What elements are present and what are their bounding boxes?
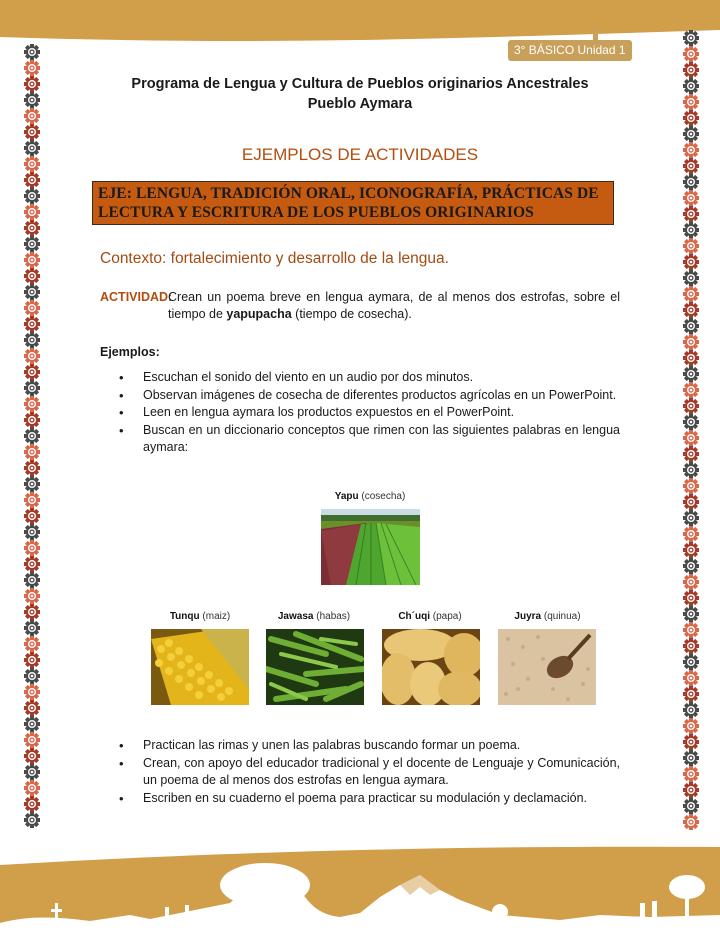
- gear-ornament-icon: [682, 190, 700, 206]
- gear-ornament-icon: [23, 636, 41, 652]
- examples-label: Ejemplos:: [100, 345, 160, 359]
- gear-ornament-icon: [682, 110, 700, 126]
- gear-ornament-icon: [23, 252, 41, 268]
- gear-ornament-icon: [23, 764, 41, 780]
- gear-ornament-icon: [23, 268, 41, 284]
- caption-juyra: Juyra (quinua): [514, 611, 581, 622]
- gear-ornament-icon: [23, 428, 41, 444]
- gear-ornament-icon: [682, 350, 700, 366]
- gear-ornament-icon: [23, 188, 41, 204]
- gear-ornament-icon: [682, 254, 700, 270]
- gear-ornament-icon: [23, 700, 41, 716]
- gear-ornament-icon: [682, 222, 700, 238]
- caption-tunqu: Tunqu (maiz): [169, 611, 231, 622]
- gear-ornament-icon: [23, 364, 41, 380]
- gear-ornament-icon: [23, 492, 41, 508]
- activity-keyword: yapupacha: [226, 307, 292, 321]
- gear-ornament-icon: [23, 572, 41, 588]
- gear-ornament-icon: [682, 446, 700, 462]
- gear-ornament-icon: [23, 524, 41, 540]
- gear-ornament-icon: [682, 398, 700, 414]
- eje-line-1: EJE: LENGUA, TRADICIÓN ORAL, ICONOGRAFÍA, PRÁCTICAS DE: [98, 185, 599, 202]
- gear-ornament-icon: [23, 476, 41, 492]
- gear-ornament-icon: [23, 332, 41, 348]
- gear-ornament-icon: [23, 60, 41, 76]
- gear-ornament-icon: [23, 508, 41, 524]
- gear-ornament-icon: [23, 652, 41, 668]
- gear-ornament-icon: [682, 302, 700, 318]
- gear-ornament-icon: [23, 556, 41, 572]
- gear-ornament-icon: [682, 606, 700, 622]
- list-item: • Observan imágenes de cosecha de diferentes productos agrícolas en un PowerPoint.: [100, 387, 620, 405]
- gear-ornament-icon: [682, 670, 700, 686]
- gear-ornament-icon: [23, 732, 41, 748]
- gear-ornament-icon: [23, 284, 41, 300]
- gear-ornament-icon: [682, 414, 700, 430]
- list-item: • Practican las rimas y unen las palabras buscando formar un poema.: [100, 737, 620, 755]
- gear-ornament-icon: [682, 334, 700, 350]
- gear-ornament-icon: [23, 396, 41, 412]
- gear-ornament-icon: [682, 766, 700, 782]
- gear-ornament-icon: [23, 348, 41, 364]
- gear-ornament-icon: [23, 412, 41, 428]
- gear-ornament-icon: [682, 238, 700, 254]
- gear-ornament-icon: [682, 30, 700, 46]
- gear-ornament-icon: [23, 172, 41, 188]
- gear-ornament-icon: [23, 780, 41, 796]
- gear-ornament-icon: [23, 588, 41, 604]
- program-title: Programa de Lengua y Cultura de Pueblos originarios Ancestrales: [131, 76, 589, 92]
- list-item: • Leen en lengua aymara los productos expuestos en el PowerPoint.: [100, 404, 620, 422]
- list-item: • Escuchan el sonido del viento en un audio por dos minutos.: [100, 369, 620, 387]
- gear-ornament-icon: [682, 638, 700, 654]
- unit-badge: 3° BÁSICO Unidad 1: [508, 40, 632, 61]
- gear-ornament-icon: [682, 366, 700, 382]
- crop-field-photo: [321, 509, 420, 585]
- gear-ornament-icon: [23, 540, 41, 556]
- footer-landscape-illustration: [0, 845, 720, 932]
- caption-jawasa: Jawasa (habas): [277, 611, 351, 622]
- gear-ornament-icon: [23, 380, 41, 396]
- gear-ornament-icon: [682, 286, 700, 302]
- gear-ornament-icon: [23, 220, 41, 236]
- gear-ornament-icon: [23, 620, 41, 636]
- gear-ornament-icon: [682, 494, 700, 510]
- gear-ornament-icon: [682, 782, 700, 798]
- gear-ornament-icon: [23, 460, 41, 476]
- gear-ornament-icon: [682, 46, 700, 62]
- list-item: • Escriben en su cuaderno el poema para practicar su modulación y declamación.: [100, 790, 620, 808]
- examples-list-1: [100, 369, 620, 457]
- quinoa-photo: [498, 629, 596, 705]
- gear-ornament-icon: [682, 590, 700, 606]
- gear-ornament-icon: [682, 750, 700, 766]
- gear-ornament-icon: [23, 716, 41, 732]
- potato-photo: [382, 629, 480, 705]
- gear-ornament-icon: [682, 558, 700, 574]
- gear-ornament-icon: [682, 206, 700, 222]
- gear-ornament-icon: [682, 814, 700, 830]
- gear-ornament-icon: [682, 382, 700, 398]
- gear-ornament-icon: [23, 668, 41, 684]
- eje-line-2: LECTURA Y ESCRITURA DE LOS PUEBLOS ORIGINARIOS: [98, 204, 534, 221]
- people-title: Pueblo Aymara: [307, 96, 413, 112]
- examples-list-2: [100, 737, 620, 807]
- activity-block: [100, 289, 620, 321]
- gear-ornament-icon: [23, 236, 41, 252]
- gear-ornament-icon: [682, 430, 700, 446]
- gear-ornament-icon: [23, 748, 41, 764]
- list-item: • Buscan en un diccionario conceptos que rimen con las siguientes palabras en lengua aymara:: [100, 422, 620, 457]
- caption-chuqi: Ch´uqi (papa): [398, 611, 462, 622]
- gear-ornament-icon: [682, 478, 700, 494]
- gear-ornament-icon: [23, 604, 41, 620]
- gear-ornament-icon: [23, 444, 41, 460]
- gear-ornament-icon: [682, 718, 700, 734]
- gear-ornament-icon: [23, 204, 41, 220]
- section-heading: EJEMPLOS DE ACTIVIDADES: [241, 145, 479, 164]
- gear-ornament-icon: [682, 510, 700, 526]
- context-heading: Contexto: fortalecimiento y desarrollo de la lengua.: [100, 250, 449, 267]
- list-item: • Crean, con apoyo del educador tradicional y el docente de Lenguaje y Comunicación, un poema de al menos dos estrofas en lengua aymara.: [100, 755, 620, 790]
- eje-box: [92, 181, 614, 225]
- gear-ornament-icon: [682, 654, 700, 670]
- activity-text: Crean un poema breve en lengua aymara, de al menos dos estrofas, sobre el tiempo de yapupacha (tiempo de cosecha).: [168, 290, 620, 321]
- gear-ornament-icon: [23, 796, 41, 812]
- caption-yapu: Yapu (cosecha): [334, 491, 406, 502]
- activity-label: ACTIVIDAD:: [100, 290, 173, 304]
- gear-ornament-icon: [682, 686, 700, 702]
- gear-ornament-icon: [682, 542, 700, 558]
- gear-ornament-icon: [23, 124, 41, 140]
- gear-ornament-icon: [23, 812, 41, 828]
- gear-ornament-icon: [682, 734, 700, 750]
- gear-ornament-icon: [682, 622, 700, 638]
- gear-ornament-icon: [23, 684, 41, 700]
- gear-ornament-icon: [682, 526, 700, 542]
- gear-ornament-icon: [682, 126, 700, 142]
- corn-photo: [151, 629, 249, 705]
- gear-ornament-icon: [682, 462, 700, 478]
- gear-ornament-icon: [23, 44, 41, 60]
- gear-ornament-icon: [682, 798, 700, 814]
- gear-ornament-icon: [682, 174, 700, 190]
- gear-ornament-icon: [23, 300, 41, 316]
- beans-photo: [266, 629, 364, 705]
- gear-ornament-icon: [682, 702, 700, 718]
- gear-ornament-icon: [682, 270, 700, 286]
- gear-ornament-icon: [682, 318, 700, 334]
- gear-ornament-icon: [682, 574, 700, 590]
- gear-ornament-icon: [23, 316, 41, 332]
